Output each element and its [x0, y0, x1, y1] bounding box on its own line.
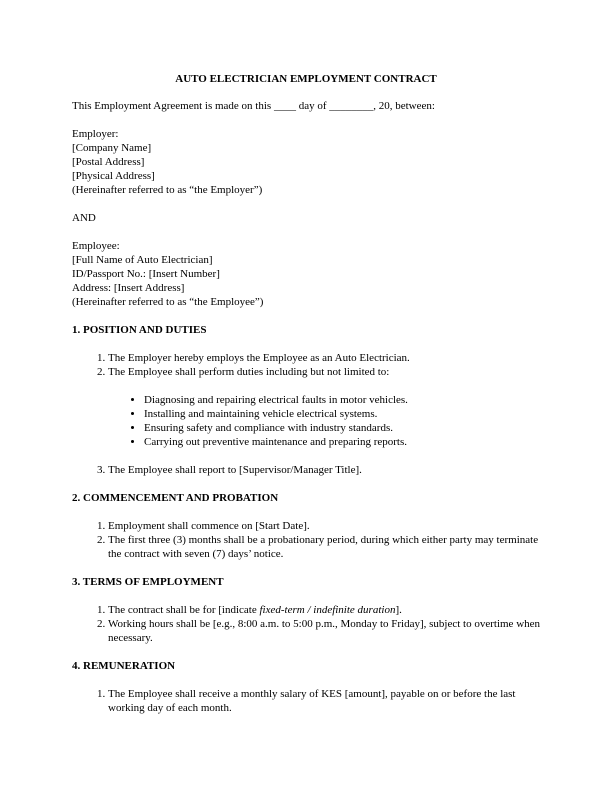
section-heading: 1. POSITION AND DUTIES: [72, 324, 207, 336]
employee-label: Employee:: [72, 240, 120, 252]
list-item: [108, 603, 542, 617]
bullet-item: • Diagnosing and repairing electrical faults in motor vehicles.: [144, 393, 542, 407]
list-item: 2. Working hours shall be [e.g., 8:00 a.m. to 5:00 p.m., Monday to Friday], subject to overtime when necessary.: [108, 617, 542, 645]
employee-block: [72, 239, 542, 309]
list-item: 1. The Employee shall receive a monthly salary of KES [amount], payable on or before the last working day of each month.: [108, 687, 542, 715]
section-heading: 3. TERMS OF EMPLOYMENT: [72, 576, 224, 588]
list-item: 1. The Employer hereby employs the Employee as an Auto Electrician.: [108, 351, 542, 365]
term-text-pre: The contract shall be for [indicate: [108, 604, 260, 616]
employee-id: ID/Passport No.: [Insert Number]: [72, 268, 220, 280]
employer-block: [72, 127, 542, 197]
list-item: 3. The Employee shall report to [Supervisor/Manager Title].: [108, 463, 542, 477]
bullet-item: • Installing and maintaining vehicle electrical systems.: [144, 407, 542, 421]
term-text-post: ].: [395, 604, 402, 616]
employee-hereinafter: (Hereinafter referred to as “the Employee”): [72, 296, 264, 308]
list-item: 2. The Employee shall perform duties including but not limited to:: [108, 365, 542, 379]
section-2-list: [72, 519, 542, 561]
employer-postal: [Postal Address]: [72, 156, 145, 168]
section-4-list: [72, 687, 542, 715]
and-separator: AND: [72, 212, 96, 224]
section-3-list: [72, 603, 542, 645]
employer-hereinafter: (Hereinafter referred to as “the Employer”): [72, 184, 263, 196]
employer-label: Employer:: [72, 128, 119, 140]
bullet-item: • Carrying out preventive maintenance and preparing reports.: [144, 435, 542, 449]
intro-paragraph: This Employment Agreement is made on this ____ day of ________, 20, between:: [72, 100, 435, 112]
section-1-list-cont: [72, 463, 542, 477]
duties-bullet-list: [72, 393, 542, 449]
employee-name: [Full Name of Auto Electrician]: [72, 254, 213, 266]
section-heading: 2. COMMENCEMENT AND PROBATION: [72, 492, 279, 504]
section-heading: 4. REMUNERATION: [72, 660, 176, 672]
employer-company: [Company Name]: [72, 142, 152, 154]
term-text-emphasis: fixed-term / indefinite duration: [259, 604, 396, 616]
document-body: [72, 99, 542, 715]
list-item: 1. Employment shall commence on [Start Date].: [108, 519, 542, 533]
list-item: 2. The first three (3) months shall be a probationary period, during which either party may terminate the contract with seven (7) days’ notice.: [108, 533, 542, 561]
employer-physical: [Physical Address]: [72, 170, 155, 182]
section-1-list: [72, 351, 542, 379]
employee-address: Address: [Insert Address]: [72, 282, 185, 294]
document-title: AUTO ELECTRICIAN EMPLOYMENT CONTRACT: [175, 73, 437, 85]
bullet-item: • Ensuring safety and compliance with industry standards.: [144, 421, 542, 435]
